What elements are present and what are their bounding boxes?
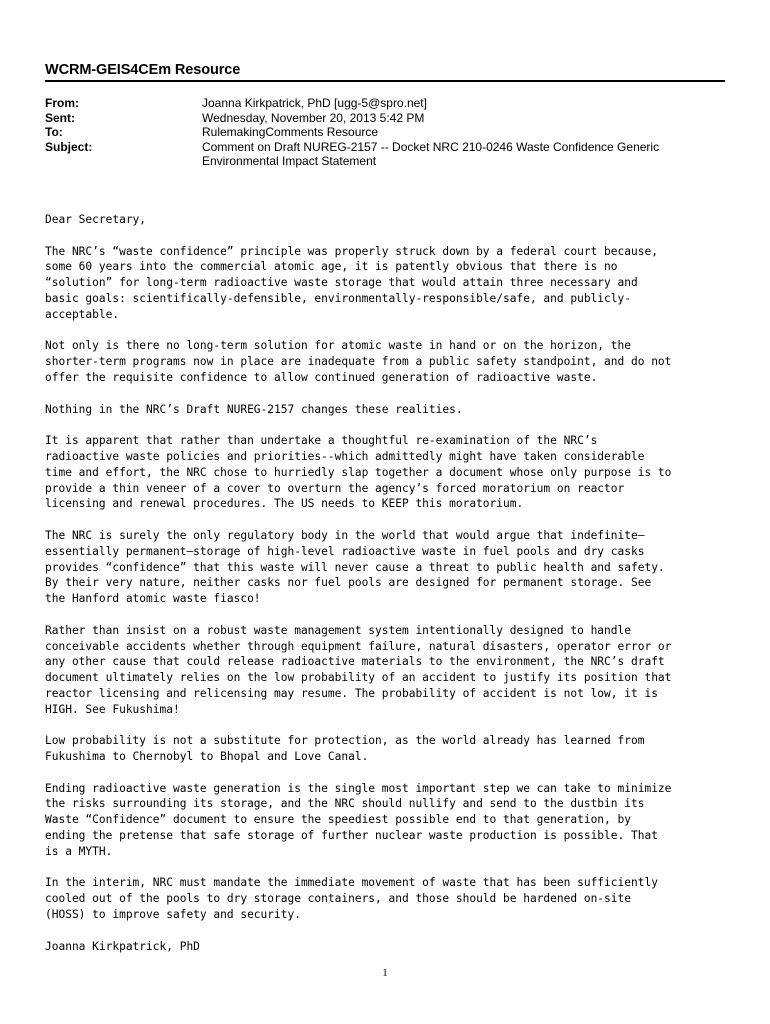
body-paragraph: Low probability is not a substitute for protection, as the world already has learned from Fukushima to Chernobyl to Bhopal and Love Canal.: [45, 734, 645, 764]
body-paragraph: The NRC is surely the only regulatory body in the world that would argue that indefinite— essentially permanent—storage of high-level radioactive waste in fuel pools and dry casks provides “confidence” that this waste will never cause a threat to public health and safety. By their very nature, neither casks nor fuel pools are designed for permanent storage. See the Hanford atomic waste fiasco!: [45, 528, 665, 606]
body-paragraph: The NRC’s “waste confidence” principle was properly struck down by a federal court because, some 60 years into the commercial atomic age, it is patently obvious that there is no “solution” for long-term radioactive waste storage that would attain three necessary and basic goals: scientifically-defensible, environmentally-responsible/safe, and publicly- acceptable.: [45, 244, 658, 321]
greeting: Dear Secretary,: [45, 213, 147, 226]
signature: Joanna Kirkpatrick, PhD: [45, 939, 200, 953]
to-label: To:: [45, 125, 63, 139]
to-value: RulemakingComments Resource: [202, 125, 379, 139]
body-paragraph: Not only is there no long-term solution for atomic waste in hand or on the horizon, the shorter-term programs now in place are inadequate from a public safety standpoint, and do not offer the requisite confidence to allow continued generation of radioactive waste.: [45, 339, 672, 384]
page-number: 1: [382, 967, 388, 979]
sent-value: Wednesday, November 20, 2013 5:42 PM: [202, 110, 425, 125]
body-paragraph: Nothing in the NRC’s Draft NUREG-2157 changes these realities.: [45, 402, 463, 416]
title-rule: [45, 80, 725, 82]
document-title: WCRM-GEIS4CEm Resource: [45, 62, 241, 78]
subject-row: [45, 140, 735, 169]
subject-value: Comment on Draft NUREG-2157 -- Docket NRC 210-0246 Waste Confidence Generic Environmental Impact Statement: [202, 139, 660, 168]
body-paragraph: Ending radioactive waste generation is the single most important step we can take to minimize the risks surrounding its storage, and the NRC should nullify and send to the dustbin its Waste “Confidence” document to ensure the speediest possible end to that generation, by ending the pretense that safe storage of further nuclear waste production is possible. That is a MYTH.: [45, 781, 672, 858]
body-paragraph: Rather than insist on a robust waste management system intentionally designed to handle conceivable accidents whether through equipment failure, natural disasters, operator error or any other cause that could release radioactive materials to the environment, the NRC’s draft document ultimately relies on the low probability of an accident to justify its position that reactor licensing and relicensing may resume. The probability of accident is not low, it is HIGH. See Fukushima!: [45, 623, 672, 716]
from-label: From:: [45, 96, 79, 110]
sent-row: [45, 111, 735, 126]
email-headers: [45, 96, 735, 169]
from-value: Joanna Kirkpatrick, PhD [ugg-5@spro.net]: [202, 96, 427, 110]
email-body: [45, 212, 735, 970]
body-paragraph: It is apparent that rather than undertake a thoughtful re-examination of the NRC’s radioactive waste policies and priorities--which admittedly might have taken considerable time and effort, the NRC chose to hurriedly slap together a document whose only purpose is to provide a thin veneer of a cover to overturn the agency’s forced moratorium on reactor licensing and renewal procedures. The US needs to KEEP this moratorium.: [45, 434, 672, 511]
from-row: [45, 96, 735, 111]
body-paragraph: In the interim, NRC must mandate the immediate movement of waste that has been sufficiently cooled out of the pools to dry storage containers, and those should be hardened on-site (HOSS) to improve safety and security.: [45, 876, 658, 922]
subject-label: Subject:: [45, 139, 93, 154]
to-row: [45, 125, 735, 140]
sent-label: Sent:: [45, 110, 75, 125]
